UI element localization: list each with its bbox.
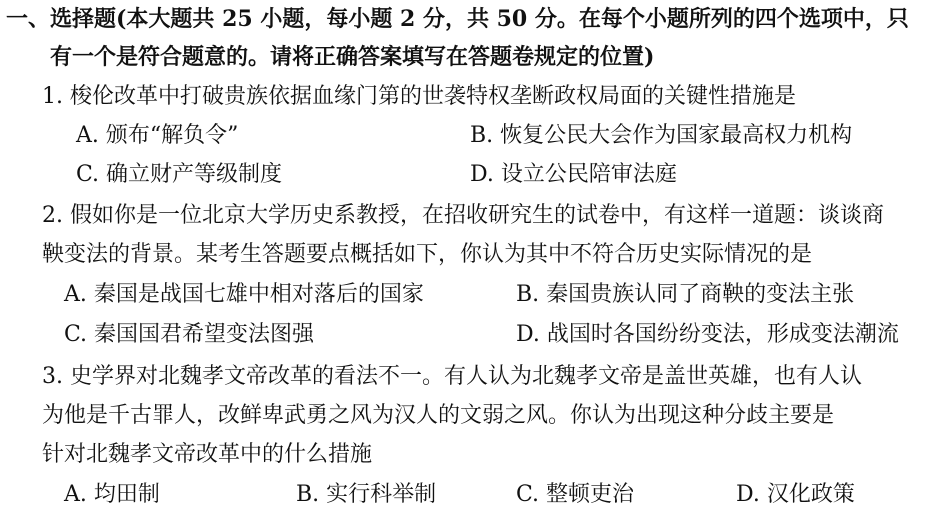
question-2-option-a: A. 秦国是战国七雄中相对落后的国家 xyxy=(64,282,424,307)
question-3-option-c: C. 整顿吏治 xyxy=(516,482,635,507)
question-3-stem-line-1: 3. 史学界对北魏孝文帝改革的看法不一。有人认为北魏孝文帝是盖世英雄，也有人认 xyxy=(42,364,862,389)
question-3-option-b: B. 实行科举制 xyxy=(296,482,437,507)
question-3-stem-line-3: 针对北魏孝文帝改革中的什么措施 xyxy=(42,442,373,467)
question-1-option-c: C. 确立财产等级制度 xyxy=(76,162,283,187)
question-3-option-a: A. 均田制 xyxy=(64,482,160,507)
question-2-stem-line-2: 鞅变法的背景。某考生答题要点概括如下，你认为其中不符合历史实际情况的是 xyxy=(42,242,813,267)
question-2-stem-line-1: 2. 假如你是一位北京大学历史系教授，在招收研究生的试卷中，有这样一道题：谈谈商 xyxy=(42,203,884,228)
question-2-option-b: B. 秦国贵族认同了商鞅的变法主张 xyxy=(516,282,855,307)
section-header-line-2: 有一个是符合题意的。请将正确答案填写在答题卷规定的位置) xyxy=(50,44,655,70)
section-header-line-1: 一、选择题(本大题共 25 小题，每小题 2 分，共 50 分。在每个小题所列的四个选项中，只 xyxy=(6,6,909,32)
question-1-option-a: A. 颁布“解负令” xyxy=(76,123,239,148)
question-1-option-d: D. 设立公民陪审法庭 xyxy=(470,162,677,187)
question-1-option-b: B. 恢复公民大会作为国家最高权力机构 xyxy=(470,123,853,148)
question-3-stem-line-2: 为他是千古罪人，改鲜卑武勇之风为汉人的文弱之风。你认为出现这种分歧主要是 xyxy=(42,403,835,428)
question-2-option-d: D. 战国时各国纷纷变法，形成变法潮流 xyxy=(516,322,899,347)
question-1-stem: 1. 梭伦改革中打破贵族依据血缘门第的世袭特权垄断政权局面的关键性措施是 xyxy=(42,84,796,109)
question-3-option-d: D. 汉化政策 xyxy=(736,482,855,507)
question-2-option-c: C. 秦国国君希望变法图强 xyxy=(64,322,315,347)
